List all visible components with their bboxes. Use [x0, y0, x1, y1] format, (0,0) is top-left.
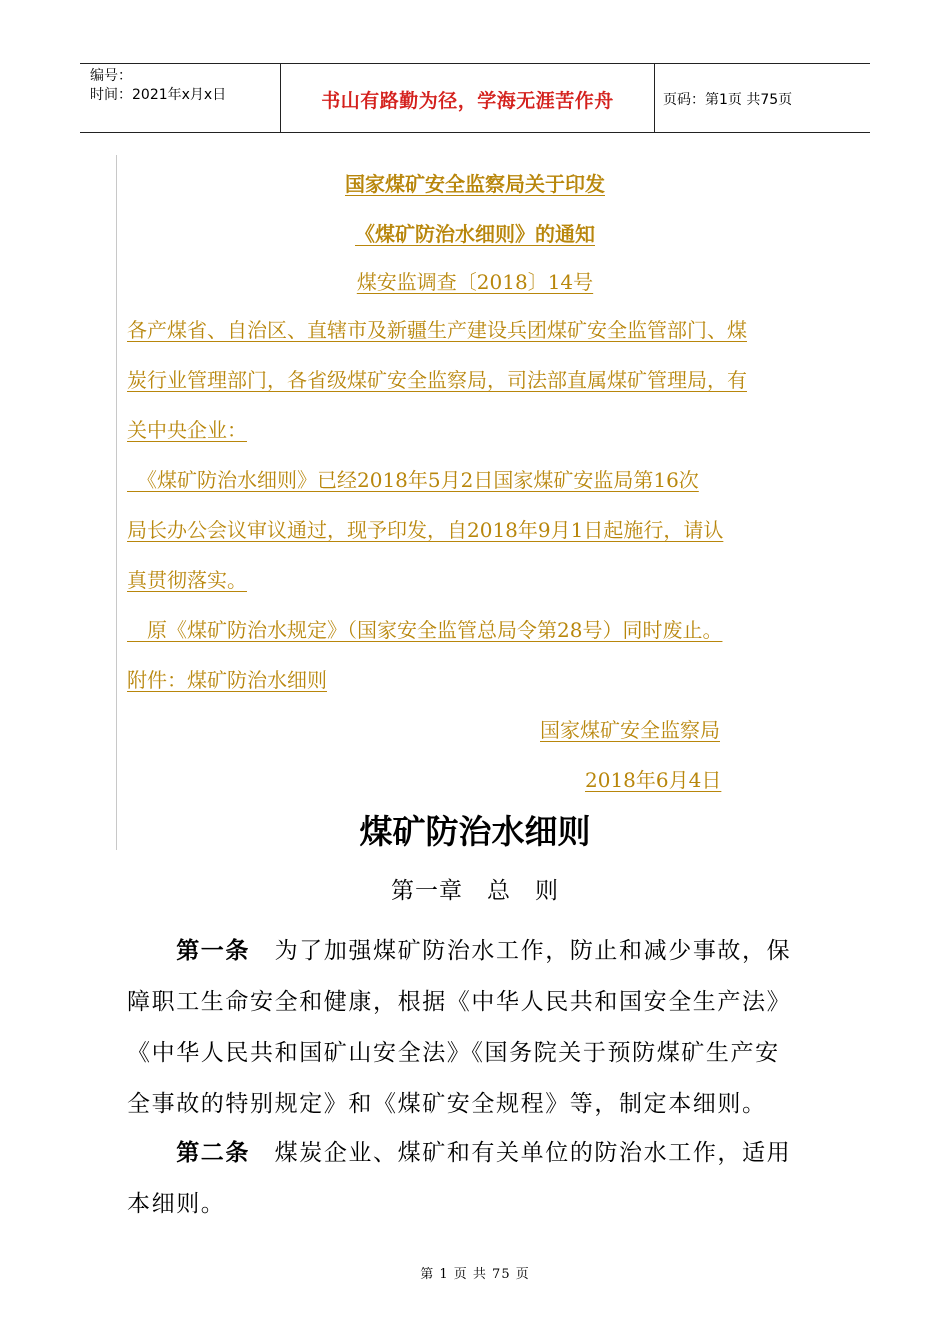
article-1-label: 第一条: [176, 938, 251, 964]
notice-body-line: 真贯彻落实。: [127, 568, 247, 592]
repeal-line: 原《煤矿防治水规定》（国家安全监管总局令第28号）同时废止。: [127, 618, 723, 642]
article-line: 全事故的特别规定》和《煤矿安全规程》等，制定本细则。: [127, 1091, 767, 1117]
document-title: 煤矿防治水细则: [359, 812, 591, 851]
article-2: [127, 1128, 827, 1230]
header-motto: 书山有路勤为径，学海无涯苦作舟: [321, 90, 614, 112]
article-text: 煤炭企业、煤矿和有关单位的防治水工作，适用: [250, 1140, 792, 1166]
article-line: 障职工生命安全和健康，根据《中华人民共和国安全生产法》: [127, 989, 792, 1015]
page-footer: 第 1 页 共 75 页: [420, 1267, 530, 1282]
article-line: [127, 926, 827, 977]
article-2-label: 第二条: [176, 1140, 251, 1166]
article-text: 为了加强煤矿防治水工作，防止和减少事故，保: [250, 938, 792, 964]
serial-number-label: 编号：: [90, 68, 132, 84]
article-line: 《中华人民共和国矿山安全法》《国务院关于预防煤矿生产安: [127, 1040, 780, 1066]
notice-recipients: [127, 305, 827, 455]
article-1: [127, 926, 827, 1130]
header-motto-cell: [280, 64, 655, 132]
recipients-line: 各产煤省、自治区、直辖市及新疆生产建设兵团煤矿安全监管部门、煤: [127, 318, 747, 342]
header-meta-cell: [80, 64, 280, 132]
article-line: 本细则。: [127, 1191, 226, 1217]
recipients-line: 关中央企业：: [127, 418, 247, 442]
time-label: 时间：2021年x月x日: [90, 87, 227, 103]
issue-date: 2018年6月4日: [585, 768, 722, 792]
notice-attachment: [127, 655, 827, 705]
issuer-line: 国家煤矿安全监察局: [540, 718, 720, 742]
page-header: [80, 63, 870, 133]
notice-title-line1: 国家煤矿安全监察局关于印发: [345, 172, 605, 196]
notice-body-line: 局长办公会议审议通过，现予印发，自2018年9月1日起施行，请认: [127, 518, 724, 542]
notice-issuer: [540, 705, 800, 755]
margin-line: [116, 155, 117, 850]
notice-date: [585, 755, 785, 805]
chapter-heading: 第一章 总 则: [391, 878, 559, 904]
notice-title-line2: 《煤矿防治水细则》的通知: [355, 222, 595, 246]
header-page-cell: [654, 64, 870, 132]
header-page-info: 页码：第1页 共75页: [663, 92, 793, 108]
notice-doc-number: 煤安监调查〔2018〕14号: [356, 270, 594, 294]
notice-body: [127, 455, 827, 605]
attachment-line: 附件：煤矿防治水细则: [127, 668, 327, 692]
recipients-line: 炭行业管理部门，各省级煤矿安全监察局，司法部直属煤矿管理局，有: [127, 368, 747, 392]
notice-repeal: [127, 605, 827, 655]
article-line: [127, 1128, 827, 1179]
notice-body-line: 《煤矿防治水细则》已经2018年5月2日国家煤矿安监局第16次: [127, 468, 699, 492]
